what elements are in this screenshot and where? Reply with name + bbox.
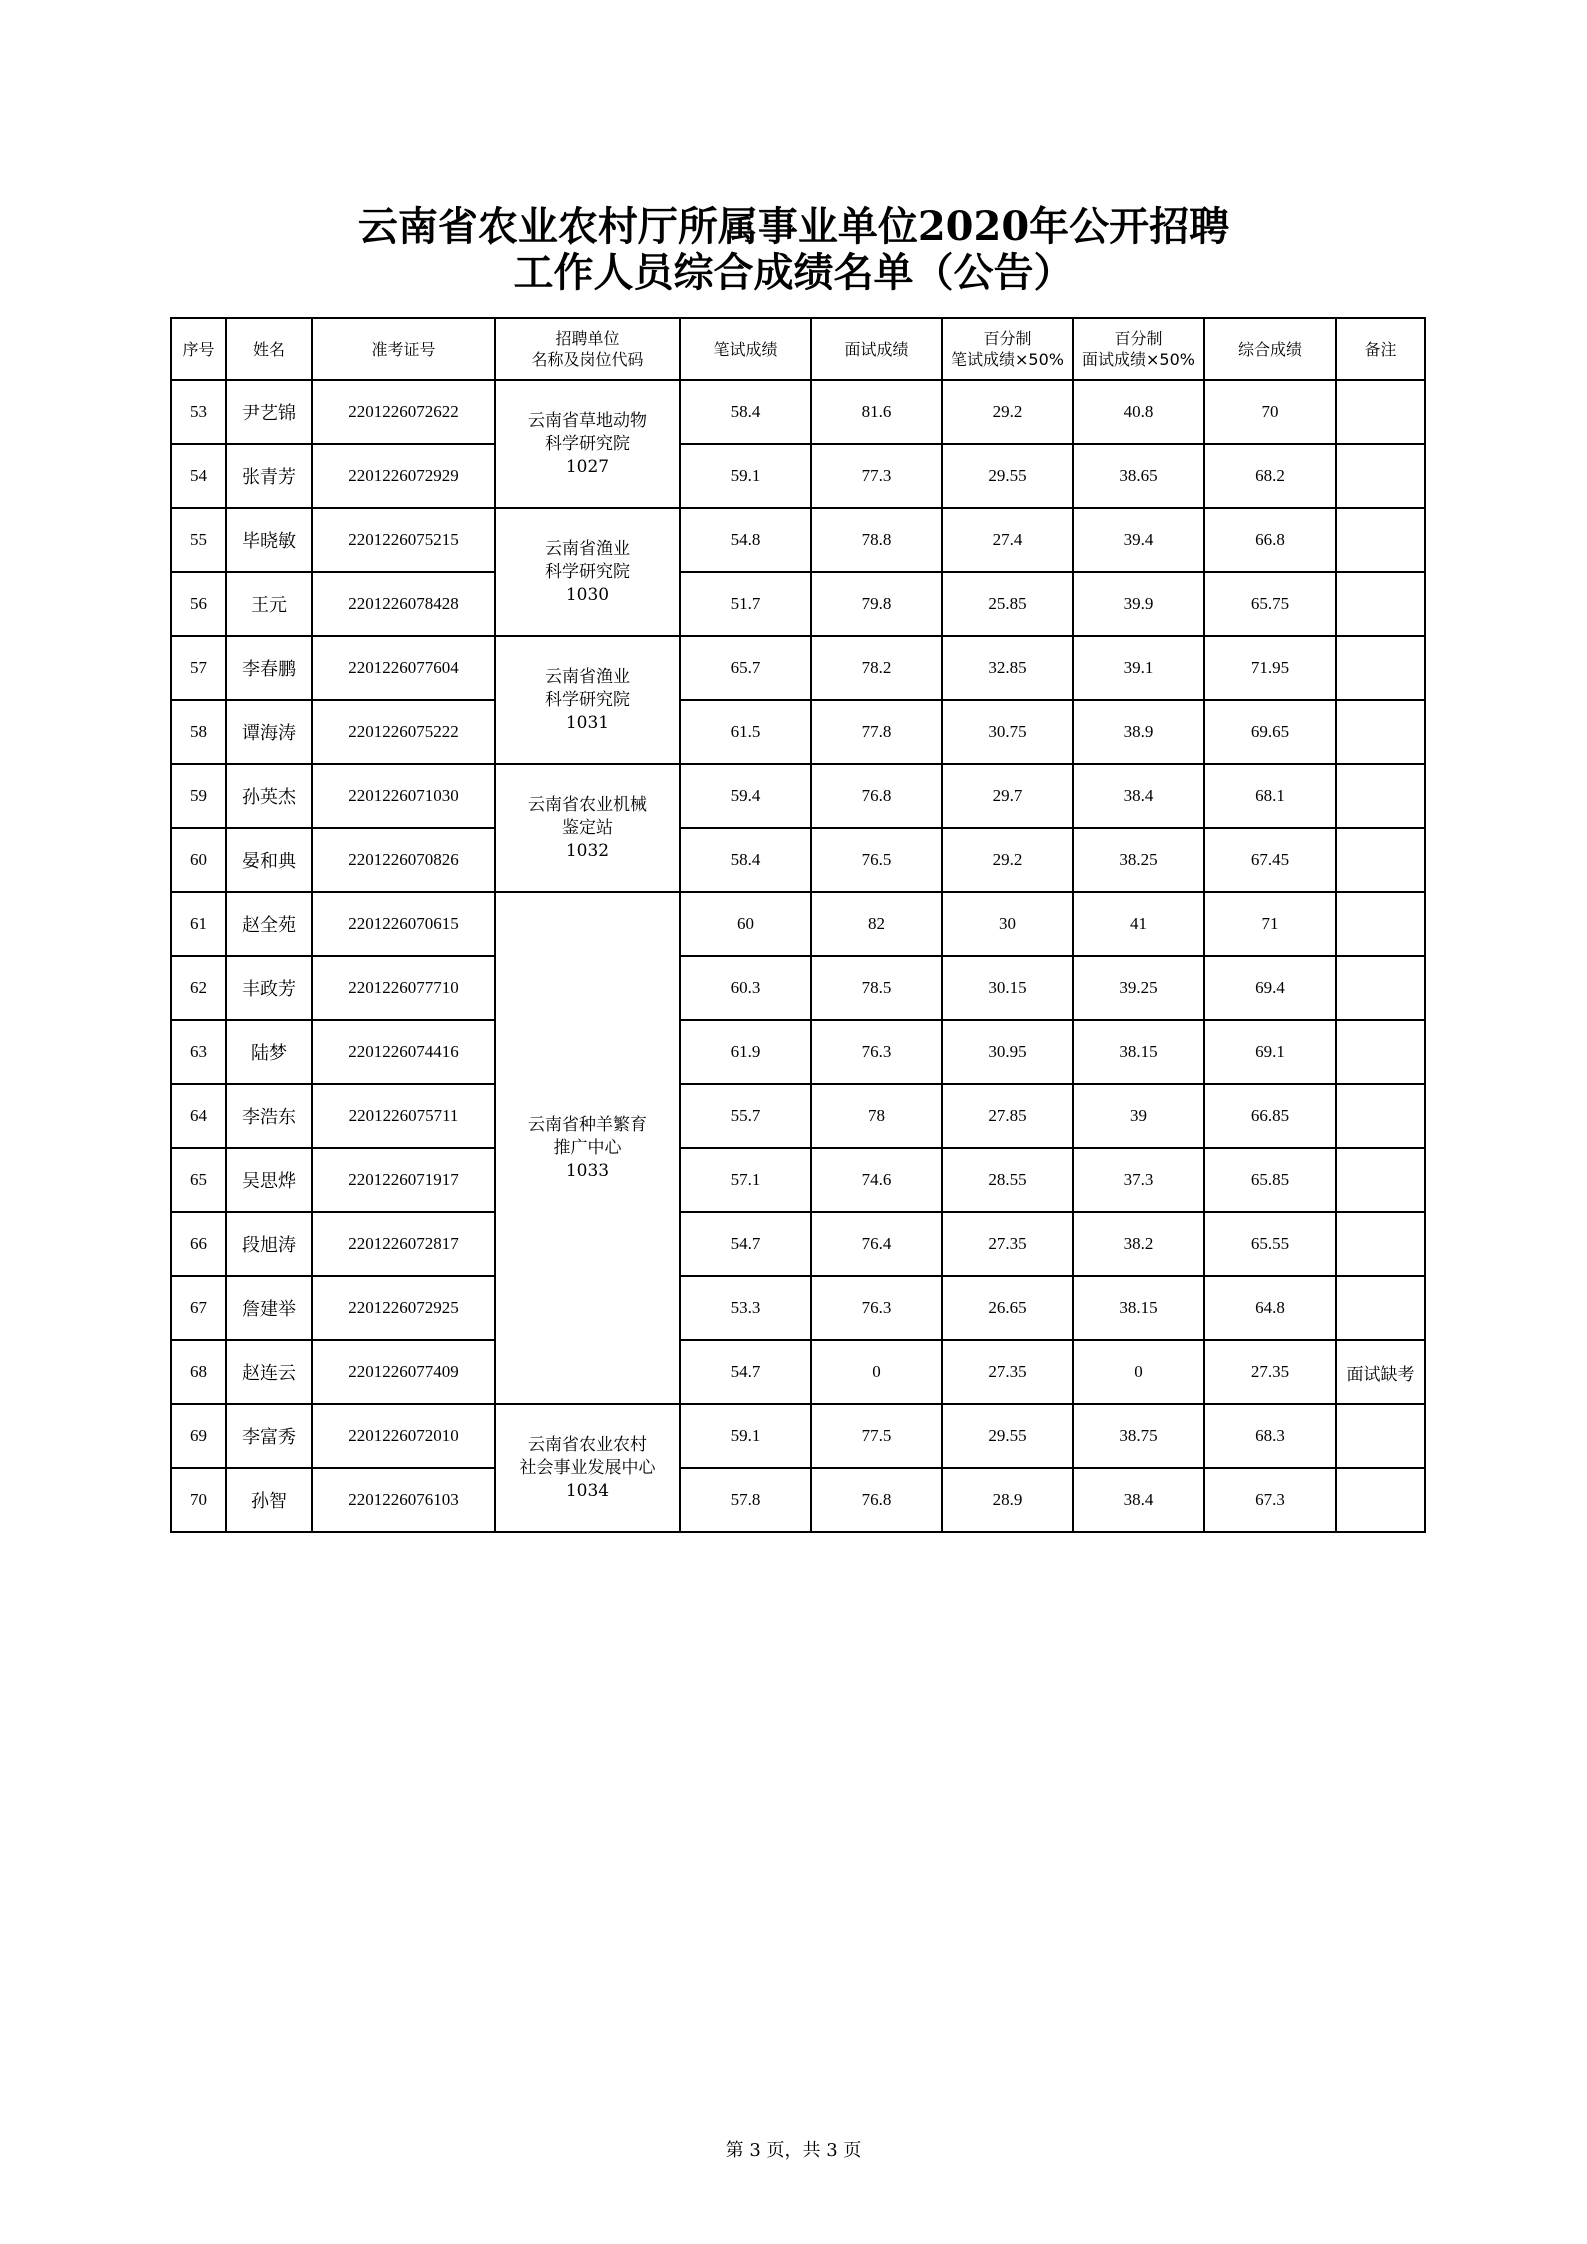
unit-line: 推广中心 [553, 1137, 622, 1158]
cell-pct-interview: 38.4 [1073, 764, 1204, 828]
cell-written: 57.8 [680, 1468, 811, 1532]
cell-seq: 53 [171, 380, 226, 444]
cell-total: 65.75 [1204, 572, 1336, 636]
table-row [171, 1468, 1425, 1532]
unit-line: 科学研究院 [545, 689, 630, 710]
cell-seq: 67 [171, 1276, 226, 1340]
cell-pct-written: 30 [942, 892, 1073, 956]
cell-exam-id: 2201226075215 [312, 508, 495, 572]
cell-pct-written: 29.7 [942, 764, 1073, 828]
cell-pct-interview: 39.9 [1073, 572, 1204, 636]
cell-note [1336, 572, 1425, 636]
table-row [171, 636, 1425, 700]
cell-written: 59.1 [680, 1404, 811, 1468]
cell-interview: 76.3 [811, 1020, 942, 1084]
cell-written: 59.1 [680, 444, 811, 508]
cell-pct-written: 32.85 [942, 636, 1073, 700]
cell-total: 68.3 [1204, 1404, 1336, 1468]
document-title-line2: 工作人员综合成绩名单（公告） [513, 249, 1074, 296]
table-row [171, 1404, 1425, 1468]
page-footer: 第 3 页，共 3 页 [725, 2140, 862, 2161]
cell-name: 李浩东 [226, 1084, 312, 1148]
table-row [171, 380, 1425, 444]
cell-total: 27.35 [1204, 1340, 1336, 1404]
cell-seq: 61 [171, 892, 226, 956]
cell-interview: 81.6 [811, 380, 942, 444]
table-row [171, 764, 1425, 828]
cell-note [1336, 1212, 1425, 1276]
cell-pct-written: 29.55 [942, 1404, 1073, 1468]
cell-pct-interview: 39.4 [1073, 508, 1204, 572]
table-row [171, 572, 1425, 636]
cell-note [1336, 700, 1425, 764]
cell-name: 晏和典 [226, 828, 312, 892]
unit-line: 1031 [565, 712, 610, 733]
cell-pct-written: 29.55 [942, 444, 1073, 508]
cell-written: 61.5 [680, 700, 811, 764]
cell-total: 69.4 [1204, 956, 1336, 1020]
cell-pct-written: 25.85 [942, 572, 1073, 636]
cell-pct-written: 29.2 [942, 380, 1073, 444]
cell-pct-written: 27.35 [942, 1212, 1073, 1276]
cell-seq: 58 [171, 700, 226, 764]
cell-unit [495, 892, 680, 1404]
cell-written: 53.3 [680, 1276, 811, 1340]
cell-pct-interview: 39.1 [1073, 636, 1204, 700]
cell-note [1336, 1276, 1425, 1340]
cell-pct-written: 28.9 [942, 1468, 1073, 1532]
cell-name: 王元 [226, 572, 312, 636]
cell-pct-written: 27.4 [942, 508, 1073, 572]
cell-exam-id: 2201226072622 [312, 380, 495, 444]
cell-name: 赵全苑 [226, 892, 312, 956]
cell-written: 60.3 [680, 956, 811, 1020]
table-row [171, 1276, 1425, 1340]
unit-line: 云南省种羊繁育 [528, 1114, 647, 1135]
unit-line: 1027 [565, 456, 610, 477]
cell-seq: 62 [171, 956, 226, 1020]
cell-exam-id: 2201226077409 [312, 1340, 495, 1404]
cell-pct-interview: 38.9 [1073, 700, 1204, 764]
header-unit-line1: 招聘单位 [555, 329, 620, 348]
cell-note: 面试缺考 [1336, 1340, 1425, 1404]
header-pct-written [942, 318, 1073, 380]
cell-pct-written: 30.95 [942, 1020, 1073, 1084]
cell-interview: 78.8 [811, 508, 942, 572]
cell-seq: 63 [171, 1020, 226, 1084]
cell-exam-id: 2201226070615 [312, 892, 495, 956]
header-exam-id: 准考证号 [312, 318, 495, 380]
table-row [171, 508, 1425, 572]
cell-total: 66.85 [1204, 1084, 1336, 1148]
cell-note [1336, 828, 1425, 892]
cell-total: 67.45 [1204, 828, 1336, 892]
cell-pct-interview: 38.75 [1073, 1404, 1204, 1468]
cell-total: 64.8 [1204, 1276, 1336, 1340]
cell-written: 54.7 [680, 1340, 811, 1404]
cell-exam-id: 2201226071030 [312, 764, 495, 828]
header-unit-line2: 名称及岗位代码 [531, 350, 644, 369]
cell-name: 詹建举 [226, 1276, 312, 1340]
cell-name: 陆梦 [226, 1020, 312, 1084]
cell-name: 毕晓敏 [226, 508, 312, 572]
header-pct-interview-line1: 百分制 [1114, 329, 1163, 348]
cell-pct-interview: 38.4 [1073, 1468, 1204, 1532]
cell-note [1336, 1468, 1425, 1532]
table-row [171, 892, 1425, 956]
table-row [171, 1020, 1425, 1084]
cell-total: 71.95 [1204, 636, 1336, 700]
cell-interview: 77.3 [811, 444, 942, 508]
table-row [171, 1212, 1425, 1276]
cell-pct-interview: 38.15 [1073, 1020, 1204, 1084]
cell-pct-interview: 38.2 [1073, 1212, 1204, 1276]
table-header-row [171, 318, 1425, 380]
header-unit [495, 318, 680, 380]
cell-name: 段旭涛 [226, 1212, 312, 1276]
table-row [171, 1340, 1425, 1404]
cell-total: 65.55 [1204, 1212, 1336, 1276]
cell-written: 59.4 [680, 764, 811, 828]
cell-note [1336, 892, 1425, 956]
cell-note [1336, 764, 1425, 828]
cell-note [1336, 444, 1425, 508]
cell-name: 孙英杰 [226, 764, 312, 828]
cell-pct-written: 29.2 [942, 828, 1073, 892]
cell-written: 54.8 [680, 508, 811, 572]
cell-pct-written: 27.35 [942, 1340, 1073, 1404]
cell-pct-interview: 37.3 [1073, 1148, 1204, 1212]
cell-unit [495, 508, 680, 636]
cell-pct-written: 30.75 [942, 700, 1073, 764]
cell-exam-id: 2201226072929 [312, 444, 495, 508]
header-note: 备注 [1336, 318, 1425, 380]
cell-seq: 68 [171, 1340, 226, 1404]
document-title-line1: 云南省农业农村厅所属事业单位2020年公开招聘 [357, 203, 1230, 250]
cell-seq: 55 [171, 508, 226, 572]
cell-exam-id: 2201226072010 [312, 1404, 495, 1468]
cell-written: 61.9 [680, 1020, 811, 1084]
cell-note [1336, 1084, 1425, 1148]
header-seq: 序号 [171, 318, 226, 380]
cell-name: 尹艺锦 [226, 380, 312, 444]
table-row [171, 444, 1425, 508]
cell-exam-id: 2201226077710 [312, 956, 495, 1020]
cell-written: 58.4 [680, 828, 811, 892]
cell-pct-interview: 40.8 [1073, 380, 1204, 444]
header-pct-interview [1073, 318, 1204, 380]
unit-line: 1032 [565, 840, 610, 861]
cell-seq: 66 [171, 1212, 226, 1276]
cell-note [1336, 1020, 1425, 1084]
cell-total: 68.2 [1204, 444, 1336, 508]
unit-line: 云南省草地动物 [528, 410, 647, 431]
cell-pct-interview: 41 [1073, 892, 1204, 956]
cell-written: 65.7 [680, 636, 811, 700]
cell-interview: 0 [811, 1340, 942, 1404]
cell-interview: 76.8 [811, 1468, 942, 1532]
cell-exam-id: 2201226075711 [312, 1084, 495, 1148]
cell-interview: 78 [811, 1084, 942, 1148]
cell-interview: 76.8 [811, 764, 942, 828]
unit-line: 科学研究院 [545, 433, 630, 454]
cell-unit [495, 764, 680, 892]
cell-total: 69.1 [1204, 1020, 1336, 1084]
table-row [171, 1084, 1425, 1148]
unit-line: 云南省渔业 [545, 538, 630, 559]
cell-pct-interview: 38.25 [1073, 828, 1204, 892]
cell-seq: 69 [171, 1404, 226, 1468]
cell-written: 54.7 [680, 1212, 811, 1276]
cell-total: 71 [1204, 892, 1336, 956]
unit-line: 云南省渔业 [545, 666, 630, 687]
header-pct-interview-line2: 面试成绩×50% [1082, 350, 1195, 369]
header-pct-written-line2: 笔试成绩×50% [951, 350, 1064, 369]
cell-name: 赵连云 [226, 1340, 312, 1404]
cell-pct-written: 26.65 [942, 1276, 1073, 1340]
cell-note [1336, 1148, 1425, 1212]
cell-seq: 57 [171, 636, 226, 700]
cell-name: 孙智 [226, 1468, 312, 1532]
cell-name: 张青芳 [226, 444, 312, 508]
header-interview: 面试成绩 [811, 318, 942, 380]
cell-unit [495, 636, 680, 764]
cell-name: 丰政芳 [226, 956, 312, 1020]
cell-exam-id: 2201226072817 [312, 1212, 495, 1276]
cell-seq: 70 [171, 1468, 226, 1532]
cell-interview: 78.5 [811, 956, 942, 1020]
cell-name: 谭海涛 [226, 700, 312, 764]
cell-pct-interview: 38.65 [1073, 444, 1204, 508]
unit-line: 1030 [565, 584, 610, 605]
table-body [171, 380, 1425, 1532]
cell-unit [495, 380, 680, 508]
cell-name: 李富秀 [226, 1404, 312, 1468]
cell-pct-interview: 38.15 [1073, 1276, 1204, 1340]
cell-pct-written: 28.55 [942, 1148, 1073, 1212]
table-row [171, 1148, 1425, 1212]
cell-total: 67.3 [1204, 1468, 1336, 1532]
header-pct-written-line1: 百分制 [983, 329, 1032, 348]
unit-line: 云南省农业农村 [528, 1434, 647, 1455]
table-row [171, 956, 1425, 1020]
cell-interview: 77.5 [811, 1404, 942, 1468]
header-name: 姓名 [226, 318, 312, 380]
cell-interview: 78.2 [811, 636, 942, 700]
cell-seq: 54 [171, 444, 226, 508]
table-row [171, 828, 1425, 892]
cell-interview: 82 [811, 892, 942, 956]
cell-exam-id: 2201226072925 [312, 1276, 495, 1340]
cell-total: 66.8 [1204, 508, 1336, 572]
cell-name: 李春鹏 [226, 636, 312, 700]
cell-pct-written: 27.85 [942, 1084, 1073, 1148]
cell-pct-written: 30.15 [942, 956, 1073, 1020]
cell-interview: 79.8 [811, 572, 942, 636]
cell-exam-id: 2201226076103 [312, 1468, 495, 1532]
cell-interview: 76.3 [811, 1276, 942, 1340]
header-total: 综合成绩 [1204, 318, 1336, 380]
score-table [170, 317, 1426, 1533]
cell-name: 吴思烨 [226, 1148, 312, 1212]
cell-total: 65.85 [1204, 1148, 1336, 1212]
cell-total: 68.1 [1204, 764, 1336, 828]
unit-line: 鉴定站 [562, 817, 613, 838]
cell-unit [495, 1404, 680, 1532]
cell-pct-interview: 39.25 [1073, 956, 1204, 1020]
cell-written: 55.7 [680, 1084, 811, 1148]
cell-seq: 64 [171, 1084, 226, 1148]
cell-interview: 74.6 [811, 1148, 942, 1212]
cell-written: 60 [680, 892, 811, 956]
cell-exam-id: 2201226075222 [312, 700, 495, 764]
unit-line: 云南省农业机械 [528, 794, 647, 815]
header-written: 笔试成绩 [680, 318, 811, 380]
cell-seq: 65 [171, 1148, 226, 1212]
unit-line: 社会事业发展中心 [519, 1457, 656, 1478]
cell-written: 51.7 [680, 572, 811, 636]
cell-interview: 76.4 [811, 1212, 942, 1276]
table-row [171, 700, 1425, 764]
cell-written: 57.1 [680, 1148, 811, 1212]
cell-exam-id: 2201226077604 [312, 636, 495, 700]
cell-total: 69.65 [1204, 700, 1336, 764]
cell-note [1336, 956, 1425, 1020]
cell-note [1336, 380, 1425, 444]
cell-note [1336, 636, 1425, 700]
cell-pct-interview: 39 [1073, 1084, 1204, 1148]
cell-exam-id: 2201226074416 [312, 1020, 495, 1084]
cell-note [1336, 1404, 1425, 1468]
unit-line: 科学研究院 [545, 561, 630, 582]
unit-line: 1033 [565, 1160, 610, 1181]
cell-total: 70 [1204, 380, 1336, 444]
cell-exam-id: 2201226070826 [312, 828, 495, 892]
cell-written: 58.4 [680, 380, 811, 444]
cell-interview: 76.5 [811, 828, 942, 892]
cell-seq: 59 [171, 764, 226, 828]
cell-exam-id: 2201226071917 [312, 1148, 495, 1212]
cell-interview: 77.8 [811, 700, 942, 764]
cell-seq: 56 [171, 572, 226, 636]
unit-line: 1034 [565, 1480, 610, 1501]
cell-exam-id: 2201226078428 [312, 572, 495, 636]
cell-pct-interview: 0 [1073, 1340, 1204, 1404]
cell-note [1336, 508, 1425, 572]
cell-seq: 60 [171, 828, 226, 892]
